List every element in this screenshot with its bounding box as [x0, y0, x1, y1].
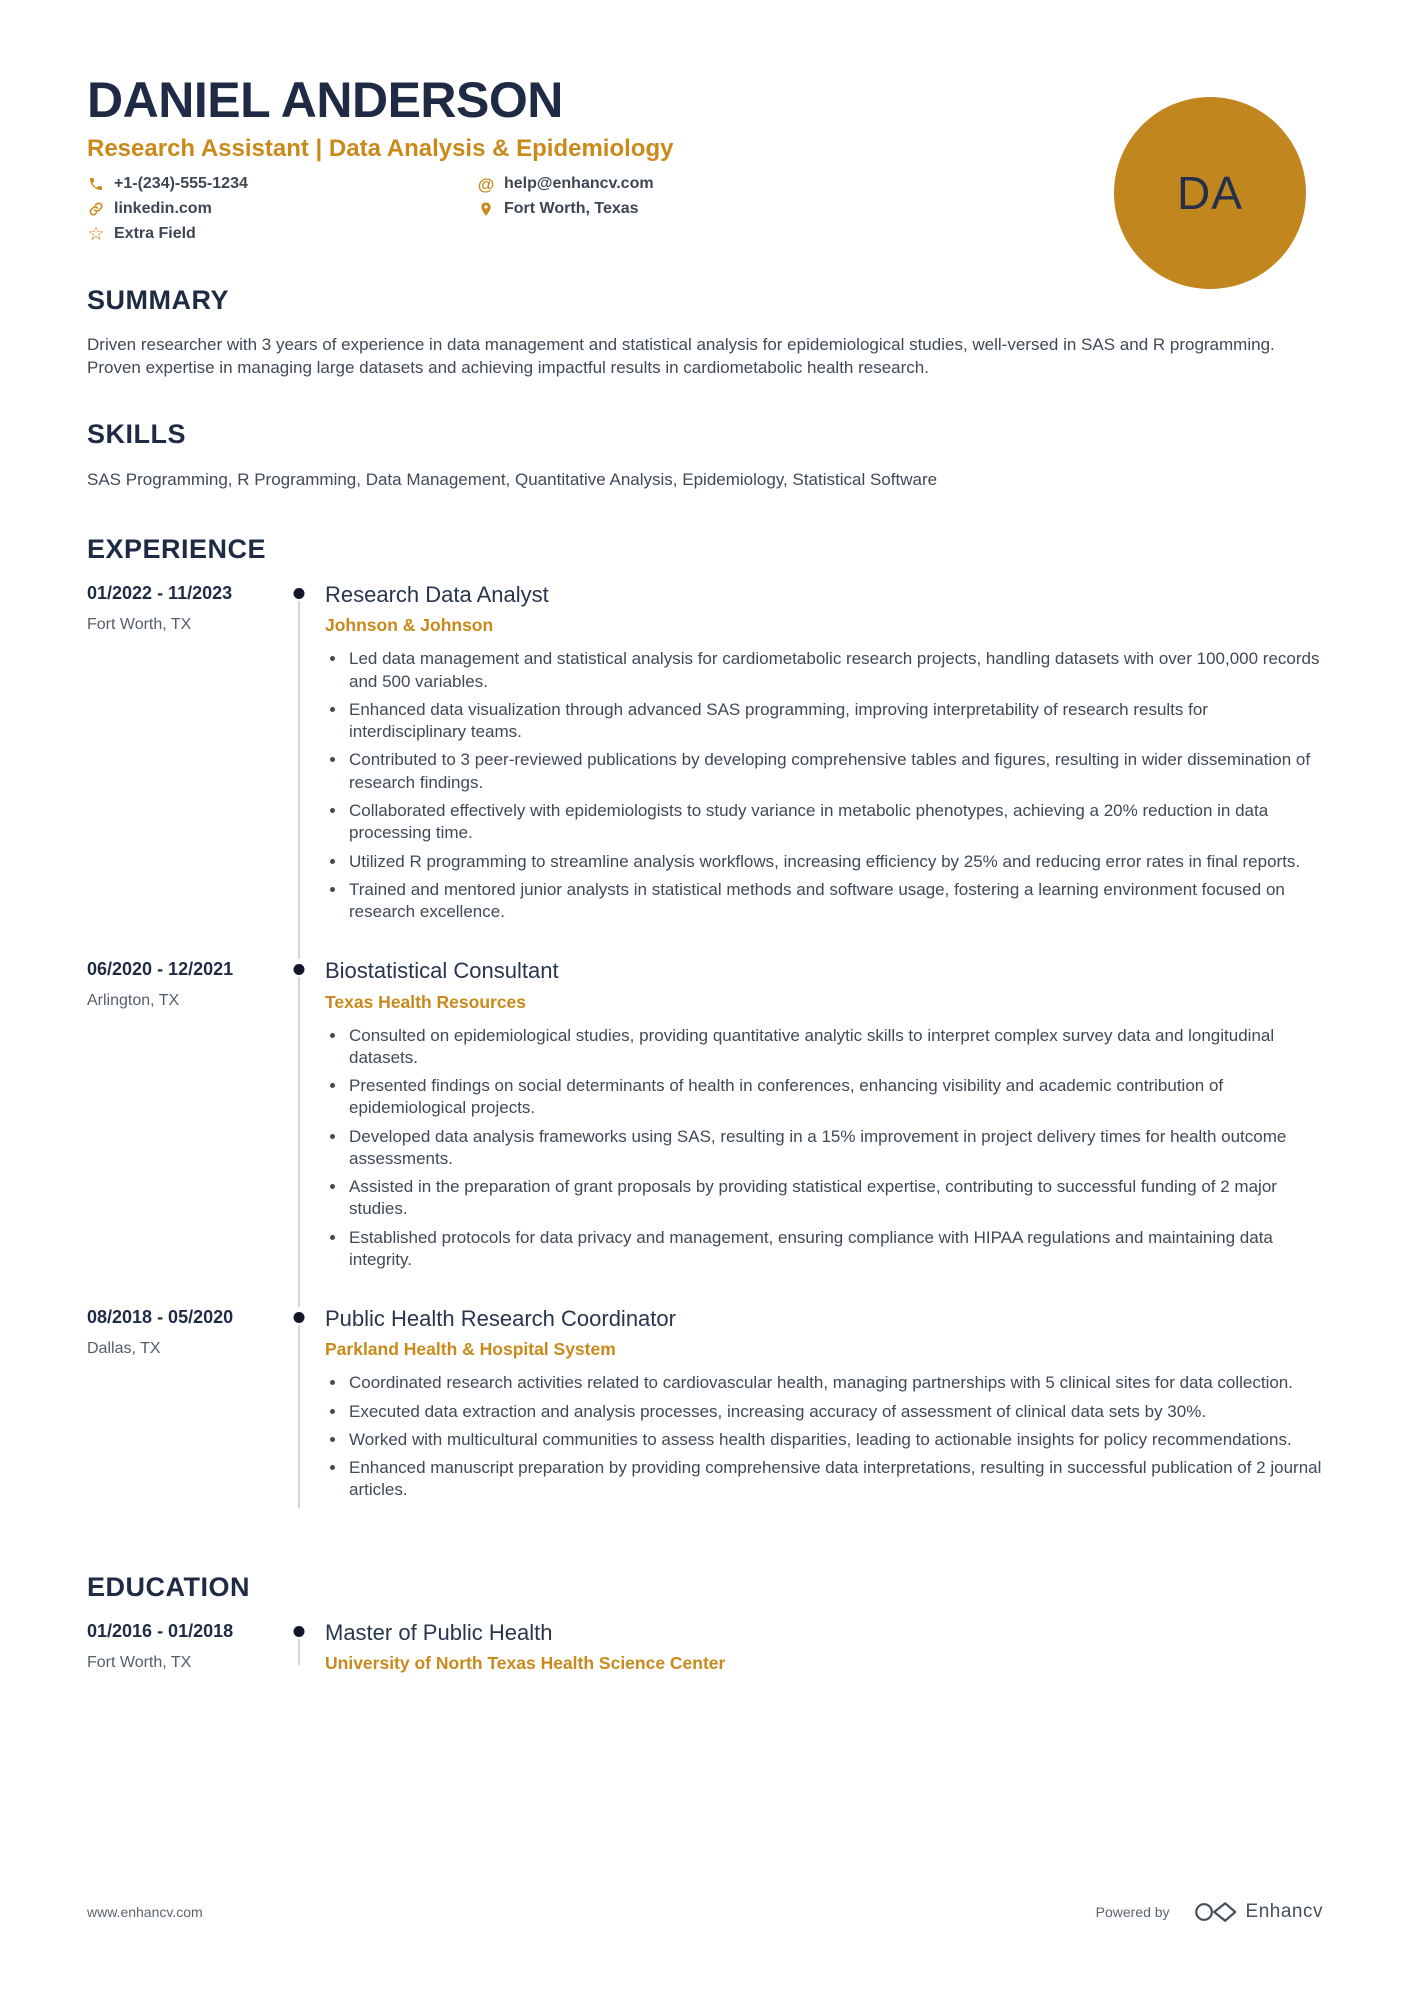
entry-location: Fort Worth, TX	[87, 1653, 192, 1671]
summary-text: Driven researcher with 3 years of experience in data management and statistical analysis for epidemiological studies, well-versed in SAS and R programming. Proven expertise in managing large datasets and achieving impactful results in cardiometabolic health research.	[87, 335, 1275, 377]
entry-dates: 01/2022 - 11/2023	[87, 583, 233, 604]
experience-entries	[87, 583, 1323, 1507]
timeline	[273, 1621, 325, 1674]
person-headline: Research Assistant | Data Analysis & Epidemiology	[87, 135, 674, 162]
bullet-item: • Enhanced manuscript preparation by providing comprehensive data interpretations, resulting in successful publication of 2 journal articles.	[347, 1457, 1323, 1502]
bullet-item: • Enhanced data visualization through advanced SAS programming, improving interpretability of research results for interdisciplinary teams.	[347, 699, 1323, 744]
timeline-dot	[294, 964, 305, 975]
job-title: Public Health Research Coordinator	[325, 1306, 676, 1332]
avatar	[1114, 97, 1306, 289]
company-name: Texas Health Resources	[325, 991, 527, 1012]
timeline-dot	[294, 1626, 305, 1637]
timeline-line	[298, 977, 300, 1307]
bullet-item: • Executed data extraction and analysis processes, increasing accuracy of assessment of clinical data sets by 30%.	[347, 1401, 1323, 1423]
company-name: Johnson & Johnson	[325, 615, 494, 636]
bullet-item: • Contributed to 3 peer-reviewed publications by developing comprehensive tables and figures, resulting in wider dissemination of research findings.	[347, 749, 1323, 794]
timeline	[273, 583, 325, 929]
bullet-item: • Utilized R programming to streamline analysis workflows, increasing efficiency by 25% and reducing error rates in final reports.	[347, 851, 1323, 873]
entry-meta	[87, 1307, 273, 1508]
contact-phone-text: +1-(234)-555-1234	[114, 175, 248, 192]
link-icon	[87, 200, 105, 218]
contact-location	[477, 200, 907, 218]
powered-by-group	[1096, 1901, 1323, 1923]
bullet-item: • Trained and mentored junior analysts in statistical methods and software usage, fostering a learning environment focused on research excellence.	[347, 879, 1323, 924]
phone-icon	[87, 175, 105, 193]
footer	[87, 1901, 1323, 1923]
contact-linkedin-text: linkedin.com	[114, 200, 212, 217]
skills-text: SAS Programming, R Programming, Data Management, Quantitative Analysis, Epidemiology, Statistical Software	[87, 470, 938, 490]
timeline-dot	[294, 1312, 305, 1323]
person-name: DANIEL ANDERSON	[87, 72, 563, 128]
bullet-item: • Collaborated effectively with epidemiologists to study variance in metabolic phenotypes, achieving a 20% reduction in data processing time.	[347, 800, 1323, 845]
contact-email-text: help@enhancv.com	[504, 175, 654, 192]
timeline-line	[298, 1325, 300, 1508]
experience-heading: EXPERIENCE	[87, 534, 267, 565]
entry-meta	[87, 1621, 273, 1674]
bullet-item: • Coordinated research activities related to cardiovascular health, managing partnerships with 5 clinical sites for data collection.	[347, 1372, 1323, 1394]
timeline	[273, 959, 325, 1277]
education-entry-1	[87, 1621, 1323, 1674]
experience-entry-3	[87, 1307, 1323, 1508]
powered-by-label: Powered by	[1095, 1904, 1170, 1920]
contact-extra-text: Extra Field	[114, 225, 196, 242]
enhancv-logo-icon	[1194, 1901, 1238, 1923]
footer-site-link[interactable]: www.enhancv.com	[87, 1904, 203, 1920]
job-title: Biostatistical Consultant	[325, 958, 559, 984]
experience-entry-1	[87, 583, 1323, 929]
bullet-item: • Assisted in the preparation of grant proposals by providing statistical expertise, contributing to successful funding of 2 major studies.	[347, 1176, 1323, 1221]
enhancv-brand-name: Enhancv	[1245, 1901, 1323, 1922]
contact-phone	[87, 175, 477, 193]
timeline	[273, 1307, 325, 1508]
contact-linkedin[interactable]	[87, 200, 477, 218]
entry-dates: 08/2018 - 05/2020	[87, 1307, 234, 1328]
bullet-list	[325, 1372, 1323, 1501]
timeline-dot	[294, 588, 305, 599]
contact-extra-field	[87, 225, 477, 243]
contact-location-text: Fort Worth, Texas	[504, 200, 639, 217]
degree-title: Master of Public Health	[325, 1619, 553, 1645]
entry-body	[325, 1621, 1323, 1674]
bullet-item: • Consulted on epidemiological studies, providing quantitative analytic skills to interpret complex survey data and longitudinal datasets.	[347, 1025, 1323, 1070]
entry-body	[325, 583, 1323, 929]
bullet-item: • Led data management and statistical analysis for cardiometabolic research projects, handling datasets with over 100,000 records and 500 variables.	[347, 648, 1323, 693]
location-pin-icon	[477, 200, 495, 218]
entry-dates: 01/2016 - 01/2018	[87, 1620, 234, 1641]
bullet-item: • Presented findings on social determinants of health in conferences, enhancing visibility and academic contribution of epidemiological projects.	[347, 1075, 1323, 1120]
entry-body	[325, 1307, 1323, 1508]
entry-location: Fort Worth, TX	[87, 616, 192, 634]
enhancv-brand[interactable]	[1194, 1901, 1323, 1923]
school-name: University of North Texas Health Science Center	[325, 1652, 726, 1673]
experience-entry-2	[87, 959, 1323, 1277]
entry-meta	[87, 583, 273, 929]
education-entries	[87, 1621, 1323, 1674]
entry-dates: 06/2020 - 12/2021	[87, 959, 234, 980]
entry-body	[325, 959, 1323, 1277]
bullet-item: • Worked with multicultural communities to assess health disparities, leading to actionable insights for policy recommendations.	[347, 1429, 1323, 1451]
entry-location: Arlington, TX	[87, 992, 180, 1010]
bullet-list	[325, 1025, 1323, 1272]
star-icon: ☆	[87, 223, 105, 245]
avatar-initials: DA	[1177, 167, 1243, 219]
timeline-line	[298, 1639, 300, 1665]
at-icon: @	[477, 174, 495, 194]
entry-meta	[87, 959, 273, 1277]
summary-heading: SUMMARY	[87, 285, 229, 315]
job-title: Research Data Analyst	[325, 582, 549, 608]
contact-list	[87, 175, 907, 243]
bullet-item: • Developed data analysis frameworks using SAS, resulting in a 15% improvement in project delivery times for health outcome assessments.	[347, 1126, 1323, 1171]
contact-email[interactable]	[477, 175, 907, 193]
skills-heading: SKILLS	[87, 419, 187, 450]
bullet-list	[325, 648, 1323, 923]
timeline-line	[298, 601, 300, 959]
bullet-item: • Established protocols for data privacy and management, ensuring compliance with HIPAA regulations and maintaining data integrity.	[347, 1227, 1323, 1272]
company-name: Parkland Health & Hospital System	[325, 1339, 616, 1360]
education-heading: EDUCATION	[87, 1571, 250, 1602]
entry-location: Dallas, TX	[87, 1340, 161, 1358]
